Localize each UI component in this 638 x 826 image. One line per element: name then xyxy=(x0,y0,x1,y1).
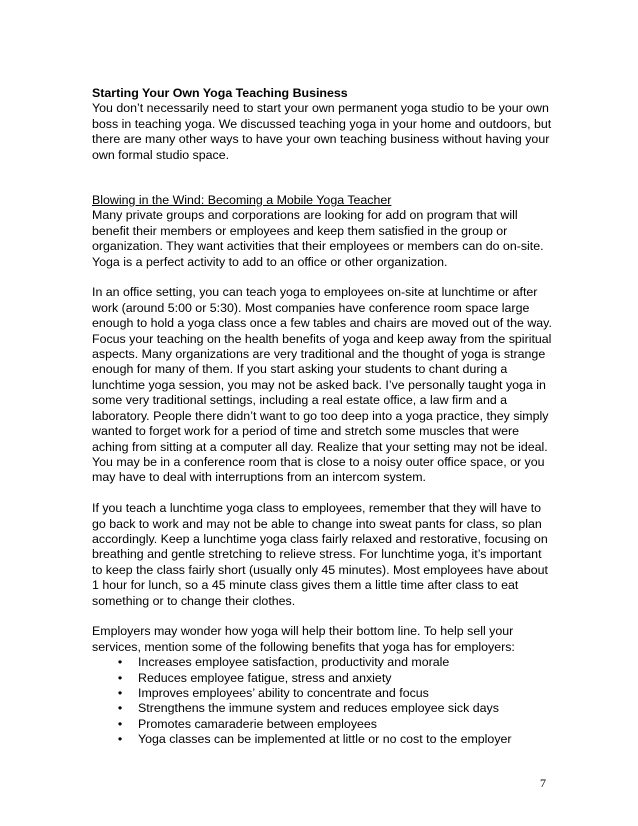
section-title: Starting Your Own Yoga Teaching Business xyxy=(92,86,348,100)
list-item-text: Improves employees’ ability to concentrate and focus xyxy=(138,685,429,700)
list-item-text: Promotes camaraderie between employees xyxy=(138,716,377,731)
subsection-heading: Blowing in the Wind: Becoming a Mobile Yoga Teacher xyxy=(92,193,392,208)
list-item xyxy=(114,655,554,670)
paragraph-1: Many private groups and corporations are looking for add on program that will benefit their members or employees and keep them satisfied in the group or organization. They want activities that their employees or members can do on-site. Yoga is a perfect activity to add to an office or other organization. xyxy=(92,208,544,269)
paragraph-3: If you teach a lunchtime yoga class to employees, remember that they will have to go back to work and may not be able to change into sweat pants for class, so plan accordingly. Keep a lunchtime yoga class fairly relaxed and restorative, focusing on breathing and gentle stretching to relieve stress. For lunchtime yoga, it’s important to keep the class fairly short (usually only 45 minutes). Most employees have about 1 hour for lunch, so a 45 minute class gives them a little time after class to eat something or to change their clothes. xyxy=(92,501,548,608)
list-item-text: Yoga classes can be implemented at little or no cost to the employer xyxy=(138,732,512,747)
bullet-icon: • xyxy=(117,732,123,747)
list-item-text: Strengthens the immune system and reduces employee sick days xyxy=(138,701,499,716)
intro-paragraph: You don’t necessarily need to start your own permanent yoga studio to be your own boss in teaching yoga. We discussed teaching yoga in your home and outdoors, but there are many other ways to have your own teaching business without having your own formal studio space. xyxy=(92,101,552,162)
list-item xyxy=(114,701,554,716)
list-item xyxy=(114,732,554,747)
bullet-icon: • xyxy=(117,670,123,685)
paragraph-4: Employers may wonder how yoga will help their bottom line. To help sell your services, mention some of the following benefits that yoga has for employers: xyxy=(92,624,515,654)
paragraph-2: In an office setting, you can teach yoga to employees on-site at lunchtime or after work (around 5:00 or 5:30). Most companies have conference room space large enough to hold a yoga class once a few tables and chairs are moved out of the way. Focus your teaching on the health benefits of yoga and keep away from the spiritual aspects. Many organizations are very traditional and the thought of yoga is strange enough for many of them. If you start asking your students to chant during a lunchtime yoga session, you may not be asked back. I’ve personally taught yoga in some very traditional settings, including a real estate office, a law firm and a laboratory. People there didn’t want to go too deep into a yoga practice, they simply wanted to forget work for a period of time and stretch some muscles that were aching from sitting at a computer all day. Realize that your setting may not be ideal. You may be in a conference room that is close to a noisy outer office space, or you may have to deal with interruptions from an intercom system. xyxy=(92,285,552,485)
page-content xyxy=(92,86,554,748)
bullet-icon: • xyxy=(117,716,123,731)
list-item xyxy=(114,717,554,732)
page-number: 7 xyxy=(540,776,546,790)
bullet-icon: • xyxy=(117,701,123,716)
bullet-icon: • xyxy=(117,655,123,670)
list-item xyxy=(114,671,554,686)
list-item xyxy=(114,686,554,701)
list-item-text: Increases employee satisfaction, productivity and morale xyxy=(138,655,450,670)
list-item-text: Reduces employee fatigue, stress and anxiety xyxy=(138,670,392,685)
bullet-icon: • xyxy=(117,685,123,700)
benefits-list xyxy=(92,655,554,747)
